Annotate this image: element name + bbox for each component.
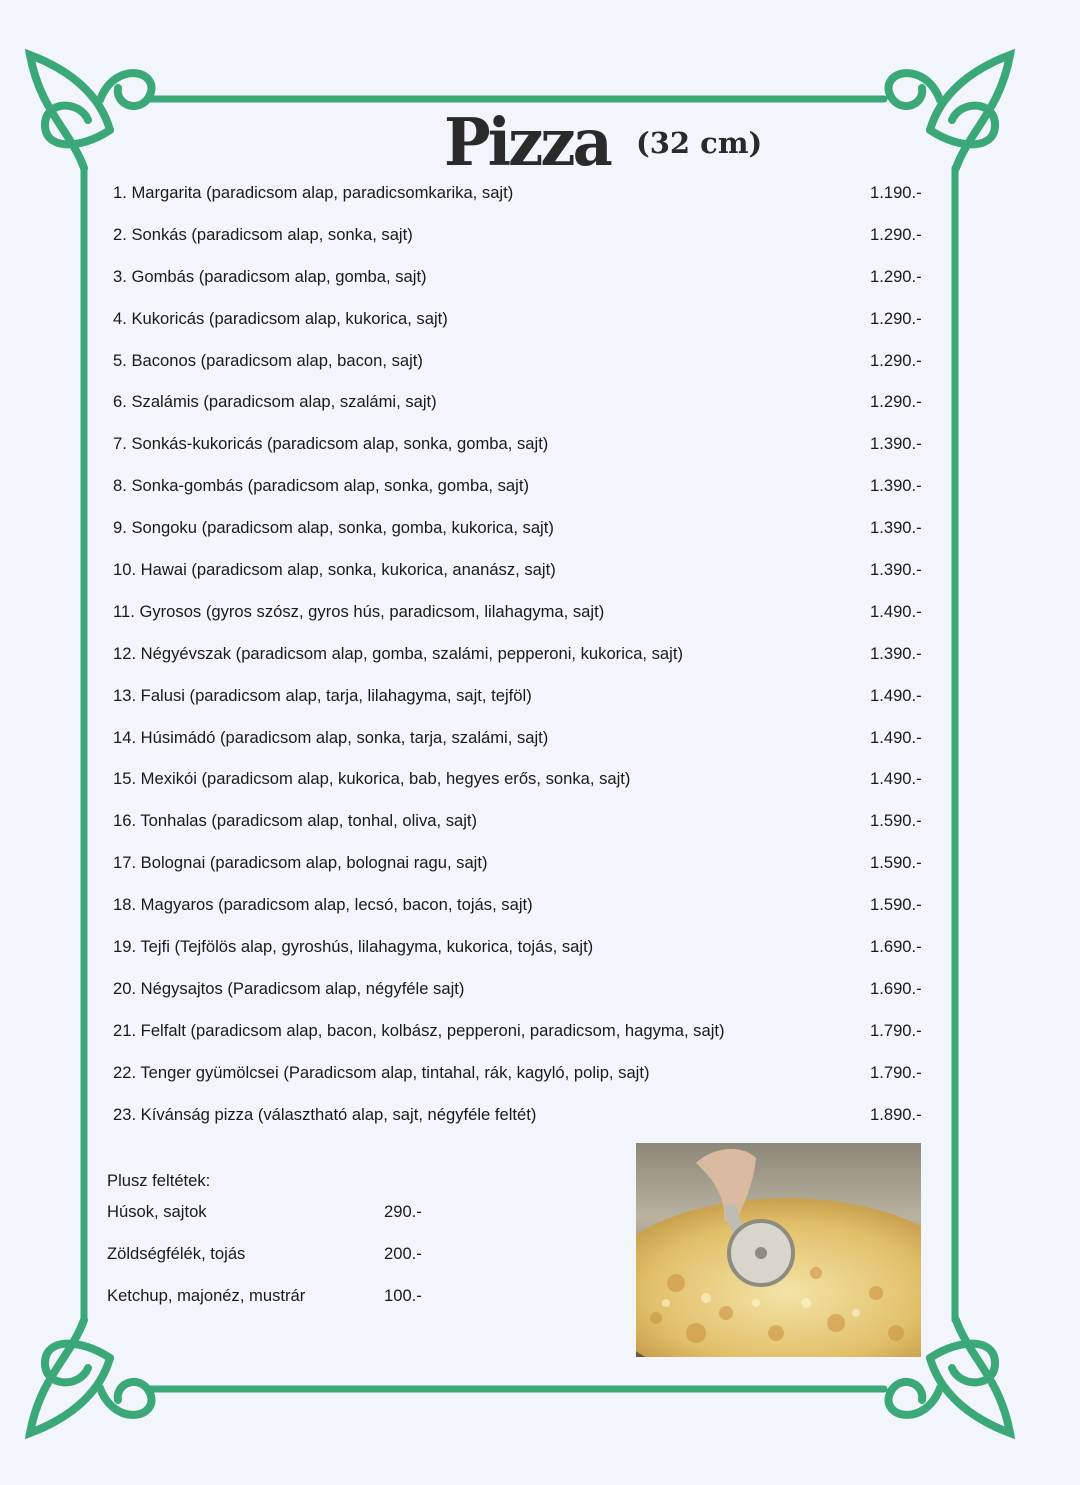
extra-toppings — [107, 1166, 507, 1322]
menu-item — [113, 172, 943, 214]
item-price: 1.290.- — [870, 392, 922, 412]
corner-ornament-top-left — [30, 55, 151, 168]
menu-item — [113, 633, 943, 675]
pizza-list — [113, 172, 943, 1135]
item-price: 1.490.- — [870, 685, 922, 705]
extras-heading: Plusz feltétek: — [107, 1171, 211, 1190]
menu-item — [113, 1094, 943, 1136]
extra-item — [107, 1280, 507, 1322]
menu-item — [113, 1010, 943, 1052]
item-price: 1.290.- — [870, 224, 922, 244]
item-name: 11. Gyrosos (gyros szósz, gyros hús, paradicsom, lilahagyma, sajt) — [113, 601, 605, 621]
item-name: 8. Sonka-gombás (paradicsom alap, sonka, gomba, sajt) — [113, 476, 529, 496]
menu-item — [113, 758, 943, 800]
menu-item — [113, 968, 943, 1010]
menu-item — [113, 884, 943, 926]
item-name: 19. Tejfi (Tejfölös alap, gyroshús, lilahagyma, kukorica, tojás, sajt) — [113, 937, 594, 957]
item-name: 9. Songoku (paradicsom alap, sonka, gomba, kukorica, sajt) — [113, 518, 554, 538]
item-name: 1. Margarita (paradicsom alap, paradicsomkarika, sajt) — [113, 183, 514, 202]
menu-item — [113, 214, 943, 256]
item-name: 15. Mexikói (paradicsom alap, kukorica, bab, hegyes erős, sonka, sajt) — [113, 769, 631, 789]
item-price: 1.690.- — [870, 978, 922, 998]
item-price: 1.390.- — [870, 518, 922, 538]
extra-name: Ketchup, majonéz, mustrár — [107, 1286, 306, 1305]
menu-item — [113, 465, 943, 507]
item-price: 1.390.- — [870, 476, 922, 496]
item-name: 10. Hawai (paradicsom alap, sonka, kukorica, ananász, sajt) — [113, 560, 556, 580]
item-name: 20. Négysajtos (Paradicsom alap, négyféle sajt) — [113, 978, 465, 998]
menu-item — [113, 381, 943, 423]
item-price: 1.490.- — [870, 769, 922, 789]
item-price: 1.590.- — [870, 853, 922, 873]
item-name: 13. Falusi (paradicsom alap, tarja, lilahagyma, sajt, tejföl) — [113, 685, 532, 705]
item-price: 1.590.- — [870, 811, 922, 831]
corner-ornament-top-right — [889, 55, 1010, 168]
item-price: 1.590.- — [870, 895, 922, 915]
item-name: 16. Tonhalas (paradicsom alap, tonhal, oliva, sajt) — [113, 811, 478, 831]
item-price: 1.790.- — [870, 1062, 922, 1082]
item-price: 1.290.- — [870, 350, 922, 370]
page-subtitle: (32 cm) — [636, 126, 763, 160]
extra-item — [107, 1238, 507, 1280]
item-name: 4. Kukoricás (paradicsom alap, kukorica, sajt) — [113, 308, 448, 328]
item-name: 2. Sonkás (paradicsom alap, sonka, sajt) — [113, 224, 413, 244]
menu-item — [113, 842, 943, 884]
item-name: 7. Sonkás-kukoricás (paradicsom alap, sonka, gomba, sajt) — [113, 434, 549, 454]
item-price: 1.390.- — [870, 643, 922, 663]
item-price: 1.890.- — [870, 1104, 922, 1124]
item-name: 23. Kívánság pizza (választható alap, sajt, négyféle feltét) — [113, 1104, 537, 1124]
item-price: 1.390.- — [870, 434, 922, 454]
item-price: 1.690.- — [870, 937, 922, 957]
menu-item — [113, 507, 943, 549]
item-name: 14. Húsimádó (paradicsom alap, sonka, tarja, szalámi, sajt) — [113, 727, 549, 747]
item-name: 5. Baconos (paradicsom alap, bacon, sajt) — [113, 350, 423, 370]
menu-item — [113, 591, 943, 633]
item-price: 1.290.- — [870, 308, 922, 328]
item-price: 1.490.- — [870, 727, 922, 747]
item-name: 17. Bolognai (paradicsom alap, bolognai ragu, sajt) — [113, 853, 488, 873]
menu-item — [113, 549, 943, 591]
item-name: 21. Felfalt (paradicsom alap, bacon, kolbász, pepperoni, paradicsom, hagyma, sajt) — [113, 1020, 725, 1040]
extra-item — [107, 1196, 507, 1238]
item-name: 18. Magyaros (paradicsom alap, lecsó, bacon, tojás, sajt) — [113, 895, 533, 915]
extra-price: 200.- — [384, 1244, 422, 1263]
menu-item — [113, 298, 943, 340]
page-title: Pizza — [444, 104, 610, 181]
item-price: 1.290.- — [870, 266, 922, 286]
extra-name: Húsok, sajtok — [107, 1202, 207, 1221]
item-price: 1.790.- — [870, 1020, 922, 1040]
menu-item — [113, 1052, 943, 1094]
extra-price: 290.- — [384, 1202, 422, 1221]
menu-item — [113, 423, 943, 465]
menu-item — [113, 340, 943, 382]
menu-item — [113, 926, 943, 968]
extra-name: Zöldségfélék, tojás — [107, 1244, 246, 1263]
item-name: 3. Gombás (paradicsom alap, gomba, sajt) — [113, 266, 427, 286]
extra-price: 100.- — [384, 1286, 422, 1305]
menu-item — [113, 256, 943, 298]
menu-item — [113, 717, 943, 759]
item-name: 22. Tenger gyümölcsei (Paradicsom alap, tintahal, rák, kagyló, polip, sajt) — [113, 1062, 650, 1082]
item-price: 1.190.- — [870, 183, 922, 202]
corner-ornament-bottom-left — [30, 1320, 151, 1433]
item-name: 12. Négyévszak (paradicsom alap, gomba, szalámi, pepperoni, kukorica, sajt) — [113, 643, 683, 663]
item-name: 6. Szalámis (paradicsom alap, szalámi, sajt) — [113, 392, 437, 412]
pizza-photo — [636, 1143, 921, 1357]
item-price: 1.490.- — [870, 601, 922, 621]
item-price: 1.390.- — [870, 560, 922, 580]
menu-item — [113, 675, 943, 717]
menu-header — [440, 100, 840, 180]
menu-item — [113, 800, 943, 842]
